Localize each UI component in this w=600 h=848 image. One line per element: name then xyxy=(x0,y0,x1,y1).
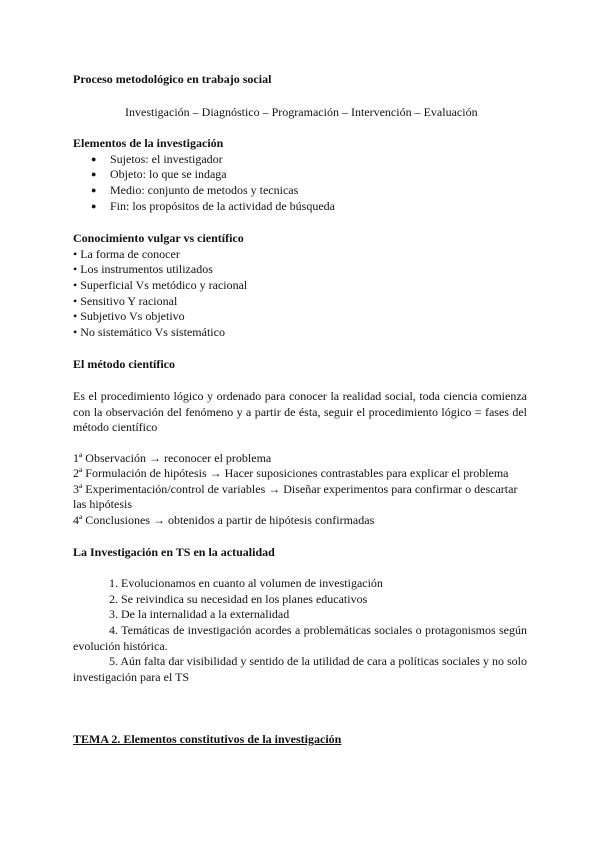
list-item: • La forma de conocer xyxy=(73,246,180,261)
section-title-actualidad: La Investigación en TS en la actualidad xyxy=(73,544,275,559)
list-item: • No sistemático Vs sistemático xyxy=(73,324,225,339)
metodo-paragraph: Es el procedimiento lógico y ordenado para conocer la realidad social, toda ciencia comienza con la observación del fenómeno y a partir de ésta, seguir el procedimiento lógico = fases del método científico xyxy=(73,388,527,435)
actualidad-list xyxy=(73,576,527,685)
list-item: ● Sujetos: el investigador xyxy=(91,152,527,168)
list-item: • Subjetivo Vs objetivo xyxy=(73,309,185,324)
list-item: 3. De la internalidad a la externalidad xyxy=(109,607,290,622)
list-item: • Superficial Vs metódico y racional xyxy=(73,277,248,292)
section-title-conocimiento: Conocimiento vulgar vs científico xyxy=(73,231,244,246)
phase-item: 2ª Formulación de hipótesis → Hacer suposiciones contrastables para explicar el problema xyxy=(73,466,509,481)
tema-2-heading: TEMA 2. Elementos constitutivos de la investigación xyxy=(73,732,342,747)
phase-item: 4ª Conclusiones → obtenidos a partir de hipótesis confirmadas xyxy=(73,513,375,528)
elementos-list xyxy=(73,152,527,214)
section-title-metodo: El método científico xyxy=(73,357,175,372)
conocimiento-list xyxy=(73,247,527,341)
metodo-phases xyxy=(73,451,527,529)
list-item: • Los instrumentos utilizados xyxy=(73,262,213,277)
phase-item: 3ª Experimentación/control de variables → Diseñar experimentos para confirmar o descartar las hipótesis xyxy=(73,481,518,512)
section-title-elementos: Elementos de la investigación xyxy=(73,136,224,151)
list-item: 4. Temáticas de investigación acordes a problemáticas sociales o protagonismos según evolución histórica. xyxy=(73,623,527,653)
process-phases-line: Investigación – Diagnóstico – Programación – Intervención – Evaluación xyxy=(125,104,478,119)
list-item: 2. Se reivindica su necesidad en los planes educativos xyxy=(109,591,368,606)
phase-item: 1ª Observación → reconocer el problema xyxy=(73,450,272,465)
list-item: ● Medio: conjunto de metodos y tecnicas xyxy=(91,183,527,199)
section-title-proceso: Proceso metodológico en trabajo social xyxy=(73,72,272,86)
list-item: 1. Evolucionamos en cuanto al volumen de investigación xyxy=(109,576,383,591)
list-item: • Sensitivo Y racional xyxy=(73,293,178,308)
document-page xyxy=(73,72,527,748)
list-item: 5. Aún falta dar visibilidad y sentido de la utilidad de cara a políticas sociales y no solo investigación para el TS xyxy=(73,654,527,684)
list-item: ● Fin: los propósitos de la actividad de búsqueda xyxy=(91,199,527,215)
list-item: ● Objeto: lo que se indaga xyxy=(91,167,527,183)
